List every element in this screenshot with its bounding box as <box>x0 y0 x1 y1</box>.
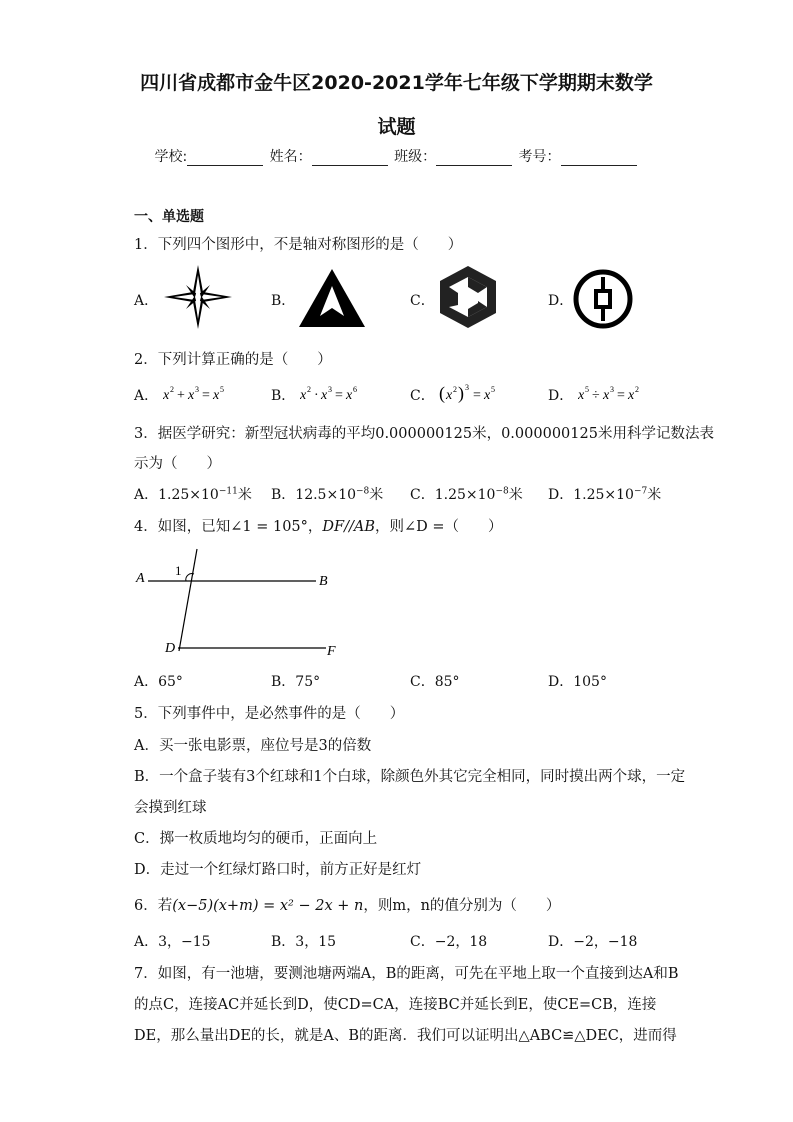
q4-option-c: C．85° <box>410 674 460 690</box>
q5-option-b-line2: 会摸到红球 <box>134 800 207 816</box>
class-blank[interactable] <box>436 151 512 166</box>
q3-option-d-base: 1.25×10 <box>573 487 634 503</box>
q3-stem-line1: 3．据医学研究：新型冠状病毒的平均0.000000125米，0.000000125米用科学记数法表 <box>134 426 714 442</box>
svg-text:2: 2 <box>453 385 458 394</box>
q4-option-b: B．75° <box>271 674 321 690</box>
q3-option-d-exp: −7 <box>633 486 648 497</box>
school-label: 学校: <box>154 149 188 165</box>
q3-option-d-unit: 米 <box>647 487 662 503</box>
svg-text:6: 6 <box>352 385 357 394</box>
label-a: A <box>136 571 145 586</box>
svg-text:=: = <box>473 388 482 403</box>
class-label: 班级： <box>394 149 437 165</box>
q4-figure <box>134 545 344 660</box>
q3-option-d <box>548 484 661 504</box>
paper-title-line2: 试题 <box>377 116 416 138</box>
svg-text:x: x <box>187 388 194 403</box>
svg-text:=: = <box>334 388 343 403</box>
q6-option-d: D．−2，−18 <box>548 934 638 950</box>
label-d: D <box>165 641 176 656</box>
q4-stem <box>134 515 503 536</box>
svg-text:5: 5 <box>584 385 589 394</box>
q6-option-c: C．−2，18 <box>410 934 488 950</box>
q3-option-b-exp: −8 <box>356 486 370 497</box>
q7-line3: DE，那么量出DE的长，就是A、B的距离．我们可以证明出△ABC≌△DEC，进而得 <box>134 1028 677 1044</box>
school-blank[interactable] <box>187 151 263 166</box>
q7-line2: 的点C，连接AC并延长到D，使CD=CA，连接BC并延长到E，使CE=CB，连接 <box>134 997 657 1013</box>
q3-option-a-label: A． <box>134 487 159 503</box>
svg-text:x: x <box>212 388 219 403</box>
q3-option-c <box>410 484 523 504</box>
svg-text:5: 5 <box>491 385 496 394</box>
q1-option-b-label: B． <box>271 293 296 309</box>
triangle-logo-icon <box>298 268 366 328</box>
q3-option-a-unit: 米 <box>237 487 252 503</box>
q3-stem-line2: 示为（ ） <box>134 456 221 472</box>
q5-option-a: A．买一张电影票，座位号是3的倍数 <box>134 738 372 754</box>
q2-option-b <box>271 385 380 405</box>
q1-option-d-label: D． <box>548 293 574 309</box>
q2-option-c-math <box>439 382 519 404</box>
paper-title-line1: 四川省成都市金牛区2020-2021学年七年级下学期期末数学 <box>140 72 653 94</box>
q1-option-a-label: A． <box>134 293 159 309</box>
hexagon-swirl-icon <box>438 265 498 329</box>
q1-stem: 1．下列四个图形中，不是轴对称图形的是（ ） <box>134 237 463 253</box>
svg-text:2: 2 <box>169 385 174 394</box>
q3-option-c-base: 1.25×10 <box>434 487 496 503</box>
q3-option-b-label: B． <box>271 487 296 503</box>
q3-option-c-exp: −8 <box>495 486 509 497</box>
q2-option-d <box>548 385 658 405</box>
q2-option-c <box>410 382 519 405</box>
svg-text:x: x <box>602 388 609 403</box>
q3-option-c-unit: 米 <box>508 487 523 503</box>
q2-stem: 2．下列计算正确的是（ ） <box>134 352 332 368</box>
svg-text:x: x <box>162 388 169 403</box>
svg-text:x: x <box>627 388 634 403</box>
q3-option-b <box>271 484 383 504</box>
svg-text:·: · <box>313 388 319 403</box>
q4-stem-prefix: 4．如图，已知∠1 = 105°， <box>134 519 323 535</box>
q7-line1: 7．如图，有一池塘，要测池塘两端A，B的距离，可先在平地上取一个直接到达A和B <box>134 966 679 982</box>
coin-symbol-icon <box>573 269 633 329</box>
q5-option-c: C．掷一枚质地均匀的硬币，正面向上 <box>134 831 378 847</box>
q6-option-a: A．3，−15 <box>134 934 211 950</box>
svg-text:x: x <box>299 388 306 403</box>
q3-option-a-exp: −11 <box>218 486 238 497</box>
q6-stem <box>134 894 560 915</box>
svg-text:x: x <box>484 388 491 403</box>
q6-stem-prefix: 6．若 <box>134 898 173 914</box>
student-info <box>0 146 793 166</box>
label-b: B <box>319 574 328 589</box>
q4-stem-parallel: DF//AB <box>322 519 375 535</box>
four-point-star-icon <box>164 265 232 329</box>
exam-no-label: 考号： <box>518 149 561 165</box>
q1-option-c-label: C． <box>410 293 435 309</box>
q6-stem-expression: (x−5)(x+m) = x² − 2x + n <box>172 898 364 914</box>
q2-option-b-math <box>300 385 380 403</box>
q2-option-d-label: D． <box>548 388 574 404</box>
q4-option-d: D．105° <box>548 674 607 690</box>
label-angle-1: 1 <box>175 563 182 578</box>
svg-text:=: = <box>201 388 210 403</box>
svg-text:x: x <box>446 388 453 403</box>
q3-option-d-label: D． <box>548 487 574 503</box>
q6-option-b: B．3，15 <box>271 934 337 950</box>
name-blank[interactable] <box>312 151 388 166</box>
q6-stem-suffix: ，则m，n的值分别为（ ） <box>363 898 561 914</box>
q4-stem-suffix: ，则∠D =（ ） <box>375 519 503 535</box>
q2-option-b-label: B． <box>271 388 296 404</box>
q3-option-c-label: C． <box>410 487 435 503</box>
svg-text:5: 5 <box>219 385 224 394</box>
name-label: 姓名： <box>269 149 312 165</box>
svg-text:÷: ÷ <box>591 388 600 403</box>
svg-text:3: 3 <box>194 385 199 394</box>
q2-option-a-math <box>163 385 243 403</box>
svg-text:2: 2 <box>634 385 639 394</box>
section-heading: 一、单选题 <box>134 209 204 225</box>
svg-text:3: 3 <box>609 385 614 394</box>
svg-text:(: ( <box>439 383 446 403</box>
q2-option-c-label: C． <box>410 388 435 404</box>
q5-option-d: D．走过一个红绿灯路口时，前方正好是红灯 <box>134 862 422 878</box>
q3-option-a <box>134 484 252 504</box>
q5-stem: 5．下列事件中，是必然事件的是（ ） <box>134 706 405 722</box>
svg-text:x: x <box>345 388 352 403</box>
svg-text:3: 3 <box>465 383 470 392</box>
svg-text:x: x <box>577 388 584 403</box>
q4-option-a: A．65° <box>134 674 183 690</box>
q2-option-a-label: A． <box>134 388 159 404</box>
svg-text:2: 2 <box>306 385 311 394</box>
q3-option-b-base: 12.5×10 <box>295 487 357 503</box>
svg-text:): ) <box>458 383 465 403</box>
svg-text:=: = <box>616 388 625 403</box>
label-f: F <box>327 644 336 659</box>
exam-no-blank[interactable] <box>561 151 637 166</box>
q5-option-b-line1: B．一个盒子装有3个红球和1个白球，除颜色外其它完全相同，同时摸出两个球，一定 <box>134 769 686 785</box>
q2-option-d-math <box>578 385 658 403</box>
svg-text:+: + <box>176 388 185 403</box>
q3-option-b-unit: 米 <box>369 487 384 503</box>
svg-text:3: 3 <box>327 385 332 394</box>
q2-option-a <box>134 385 243 405</box>
svg-text:x: x <box>320 388 327 403</box>
transversal <box>179 549 197 651</box>
q3-option-a-base: 1.25×10 <box>158 487 219 503</box>
